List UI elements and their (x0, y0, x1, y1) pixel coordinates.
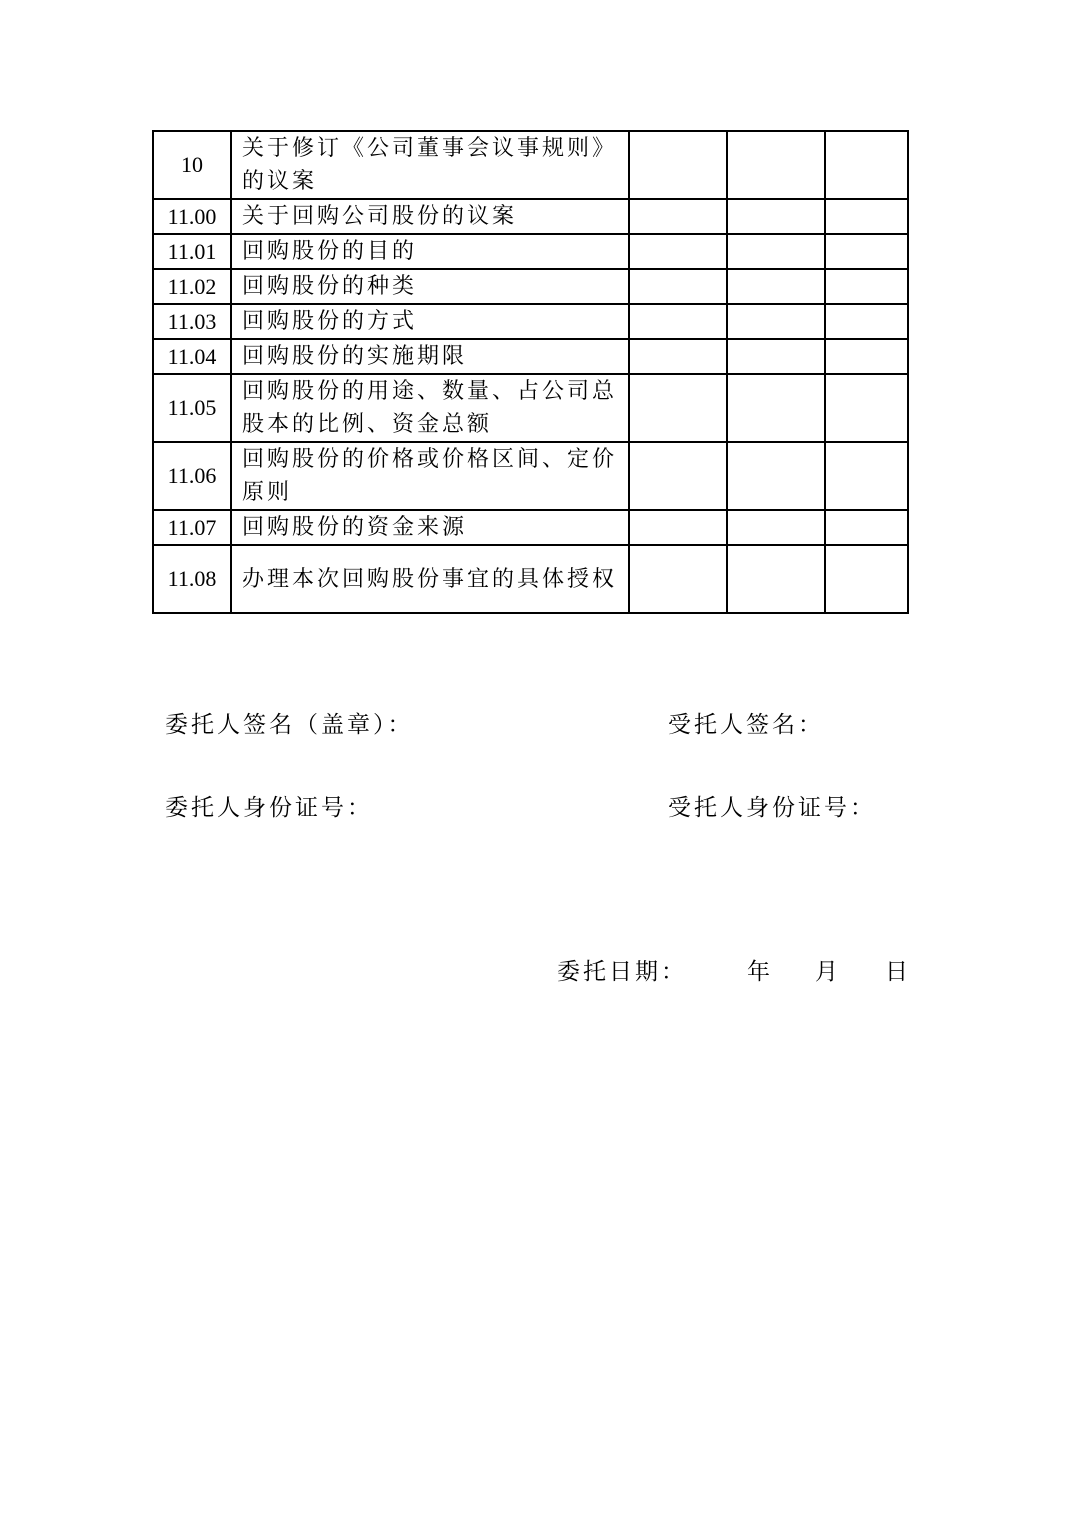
vote-cell-abstain[interactable] (825, 304, 908, 339)
motion-title: 回购股份的实施期限 (231, 339, 629, 374)
client-signature-label: 委托人签名（盖章）： (165, 712, 414, 738)
client-id-label: 委托人身份证号： (165, 795, 373, 821)
table-row (153, 510, 908, 545)
motion-number: 11.05 (153, 374, 231, 442)
date-year-unit: 年 (747, 959, 770, 985)
motion-title: 回购股份的目的 (231, 234, 629, 269)
motion-number: 11.06 (153, 442, 231, 510)
motion-title: 回购股份的种类 (231, 269, 629, 304)
table-row (153, 131, 908, 199)
vote-cell-for[interactable] (629, 199, 727, 234)
motion-number: 11.04 (153, 339, 231, 374)
table-row (153, 269, 908, 304)
vote-cell-against[interactable] (727, 269, 825, 304)
motions-table (152, 130, 909, 614)
motion-number: 11.00 (153, 199, 231, 234)
vote-cell-against[interactable] (727, 199, 825, 234)
vote-cell-abstain[interactable] (825, 339, 908, 374)
agent-signature-label: 受托人签名： (668, 712, 824, 738)
vote-cell-for[interactable] (629, 339, 727, 374)
vote-cell-against[interactable] (727, 442, 825, 510)
table-row (153, 545, 908, 613)
vote-cell-abstain[interactable] (825, 374, 908, 442)
vote-cell-against[interactable] (727, 131, 825, 199)
motion-number: 11.08 (153, 545, 231, 613)
vote-cell-for[interactable] (629, 510, 727, 545)
vote-cell-abstain[interactable] (825, 269, 908, 304)
motion-title: 回购股份的价格或价格区间、定价原则 (231, 442, 629, 510)
table-row (153, 374, 908, 442)
motion-number: 11.02 (153, 269, 231, 304)
agent-id-label: 受托人身份证号： (668, 795, 876, 821)
motion-title: 回购股份的方式 (231, 304, 629, 339)
table-row (153, 304, 908, 339)
vote-cell-against[interactable] (727, 545, 825, 613)
vote-cell-for[interactable] (629, 374, 727, 442)
vote-cell-for[interactable] (629, 269, 727, 304)
vote-cell-against[interactable] (727, 374, 825, 442)
vote-cell-abstain[interactable] (825, 234, 908, 269)
motion-title: 办理本次回购股份事宜的具体授权 (231, 545, 629, 613)
motion-title: 回购股份的用途、数量、占公司总股本的比例、资金总额 (231, 374, 629, 442)
table-row (153, 199, 908, 234)
motions-table-body (153, 131, 908, 613)
vote-cell-against[interactable] (727, 234, 825, 269)
table-row (153, 339, 908, 374)
motion-title: 回购股份的资金来源 (231, 510, 629, 545)
vote-cell-for[interactable] (629, 545, 727, 613)
vote-cell-abstain[interactable] (825, 131, 908, 199)
motion-number: 11.01 (153, 234, 231, 269)
vote-cell-against[interactable] (727, 510, 825, 545)
vote-cell-against[interactable] (727, 339, 825, 374)
vote-cell-abstain[interactable] (825, 442, 908, 510)
table-row (153, 234, 908, 269)
table-row (153, 442, 908, 510)
vote-cell-for[interactable] (629, 304, 727, 339)
date-day-unit: 日 (885, 959, 908, 985)
vote-cell-abstain[interactable] (825, 199, 908, 234)
vote-cell-abstain[interactable] (825, 510, 908, 545)
motion-number: 10 (153, 131, 231, 199)
motion-number: 11.03 (153, 304, 231, 339)
delegation-date-label: 委托日期： (557, 959, 687, 985)
motion-number: 11.07 (153, 510, 231, 545)
motion-title: 关于回购公司股份的议案 (231, 199, 629, 234)
vote-cell-against[interactable] (727, 304, 825, 339)
vote-cell-abstain[interactable] (825, 545, 908, 613)
vote-cell-for[interactable] (629, 131, 727, 199)
vote-cell-for[interactable] (629, 234, 727, 269)
motion-title: 关于修订《公司董事会议事规则》的议案 (231, 131, 629, 199)
vote-cell-for[interactable] (629, 442, 727, 510)
date-month-unit: 月 (815, 959, 838, 985)
